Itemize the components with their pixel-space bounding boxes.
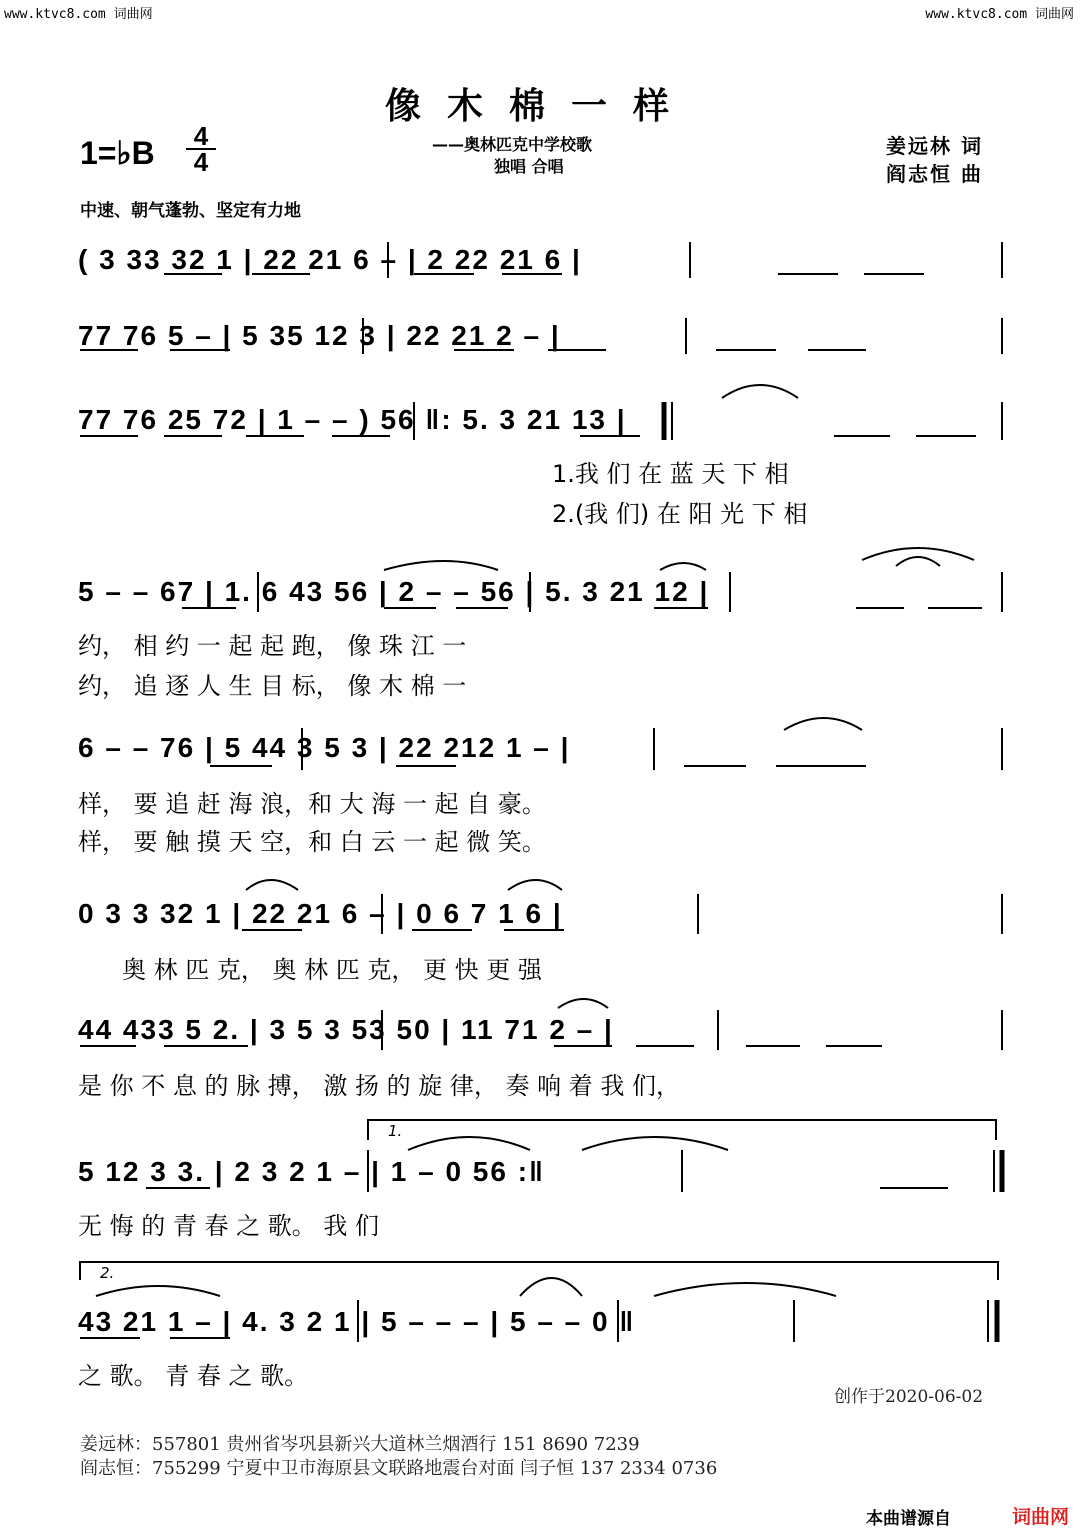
notation-row-9: 43 21 1 – | 4. 3 2 1 | 5 – – – | 5 – – 0 ‖ [78,1306,636,1337]
lyric-row-8: 无 悔 的 青 春 之 歌。 我 们 [78,1212,380,1240]
song-title: 像木棉一样 [384,85,695,127]
lyric-row-5-verse-2: 样， 要 触 摸 天 空，和 白 云 一 起 微 笑。 [78,828,546,856]
notation-row-8: 5 12 3 3. | 2 3 2 1 – | 1 – 0 56 :‖ [78,1156,545,1187]
time-signature-top: 4 [193,121,209,151]
lyric-row-7: 是 你 不 息 的 脉 搏， 激 扬 的 旋 律， 奏 响 着 我 们， [78,1072,681,1100]
lyric-row-6: 奥 林 匹 克， 奥 林 匹 克， 更 快 更 强 [122,956,542,984]
second-ending-mark: 2. [100,1264,115,1282]
notation-row-4: 5 – – 67 | 1. 6 43 56 | 2 – – 56 | 5. 3 21 12 | [78,576,710,607]
contact-lyricist: 姜远林：557801 贵州省岑巩县新兴大道林兰烟酒行 151 8690 7239 [80,1434,640,1455]
lyric-row-4-verse-2: 约， 追 逐 人 生 目 标， 像 木 棉 一 [78,672,467,700]
performance-type: 独唱 合唱 [494,157,564,176]
composition-date: 创作于2020-06-02 [834,1387,984,1407]
tempo-marking: 中速、朝气蓬勃、坚定有力地 [80,201,301,221]
notation-row-3: 77 76 25 72 | 1 – – ) 56 ‖: 5. 3 21 13 | [78,404,627,435]
lyric-row-3-verse-1: 1.我 们 在 蓝 天 下 相 [552,460,789,488]
composer-credit: 阎志恒 曲 [886,162,983,186]
lyric-row-5-verse-1: 样， 要 追 赶 海 浪，和 大 海 一 起 自 豪。 [78,790,546,818]
lyricist-credit: 姜远林 词 [886,134,983,158]
notation-row-5: 6 – – 76 | 5 44 3 5 3 | 22 212 1 – | [78,732,571,763]
watermark-right: www.ktvc8.com 词曲网 [925,7,1074,22]
notation-row-7: 44 433 5 2. | 3 5 3 53 50 | 11 71 2 – | [78,1014,614,1045]
lyric-row-3-verse-2: 2.(我 们) 在 阳 光 下 相 [552,500,808,528]
notation-row-6: 0 3 3 32 1 | 22 21 6 – | 0 6 7 1 6 | [78,898,563,929]
footer-source-label: 本曲谱源自 [866,1509,951,1529]
notation-row-2: 77 76 5 – | 5 35 12 3 | 22 21 2 – | [78,320,561,351]
watermark-left: www.ktvc8.com 词曲网 [4,7,153,22]
lyric-row-9: 之 歌。 青 春 之 歌。 [78,1362,309,1390]
footer-site-link[interactable]: 词曲网 [1012,1506,1070,1528]
first-ending-mark: 1. [388,1122,403,1140]
lyric-row-4-verse-1: 约， 相 约 一 起 起 跑， 像 珠 江 一 [78,632,467,660]
subtitle: ——奥林匹克中学校歌 [432,135,593,154]
key-signature: 1=♭B [80,135,155,171]
time-signature-bottom: 4 [186,148,216,174]
contact-composer: 阎志恒：755299 宁夏中卫市海原县文联路地震台对面 闫子恒 137 2334 0736 [80,1458,718,1479]
notation-row-1: ( 3 33 32 1 | 22 21 6 – | 2 22 21 6 | [78,244,582,275]
